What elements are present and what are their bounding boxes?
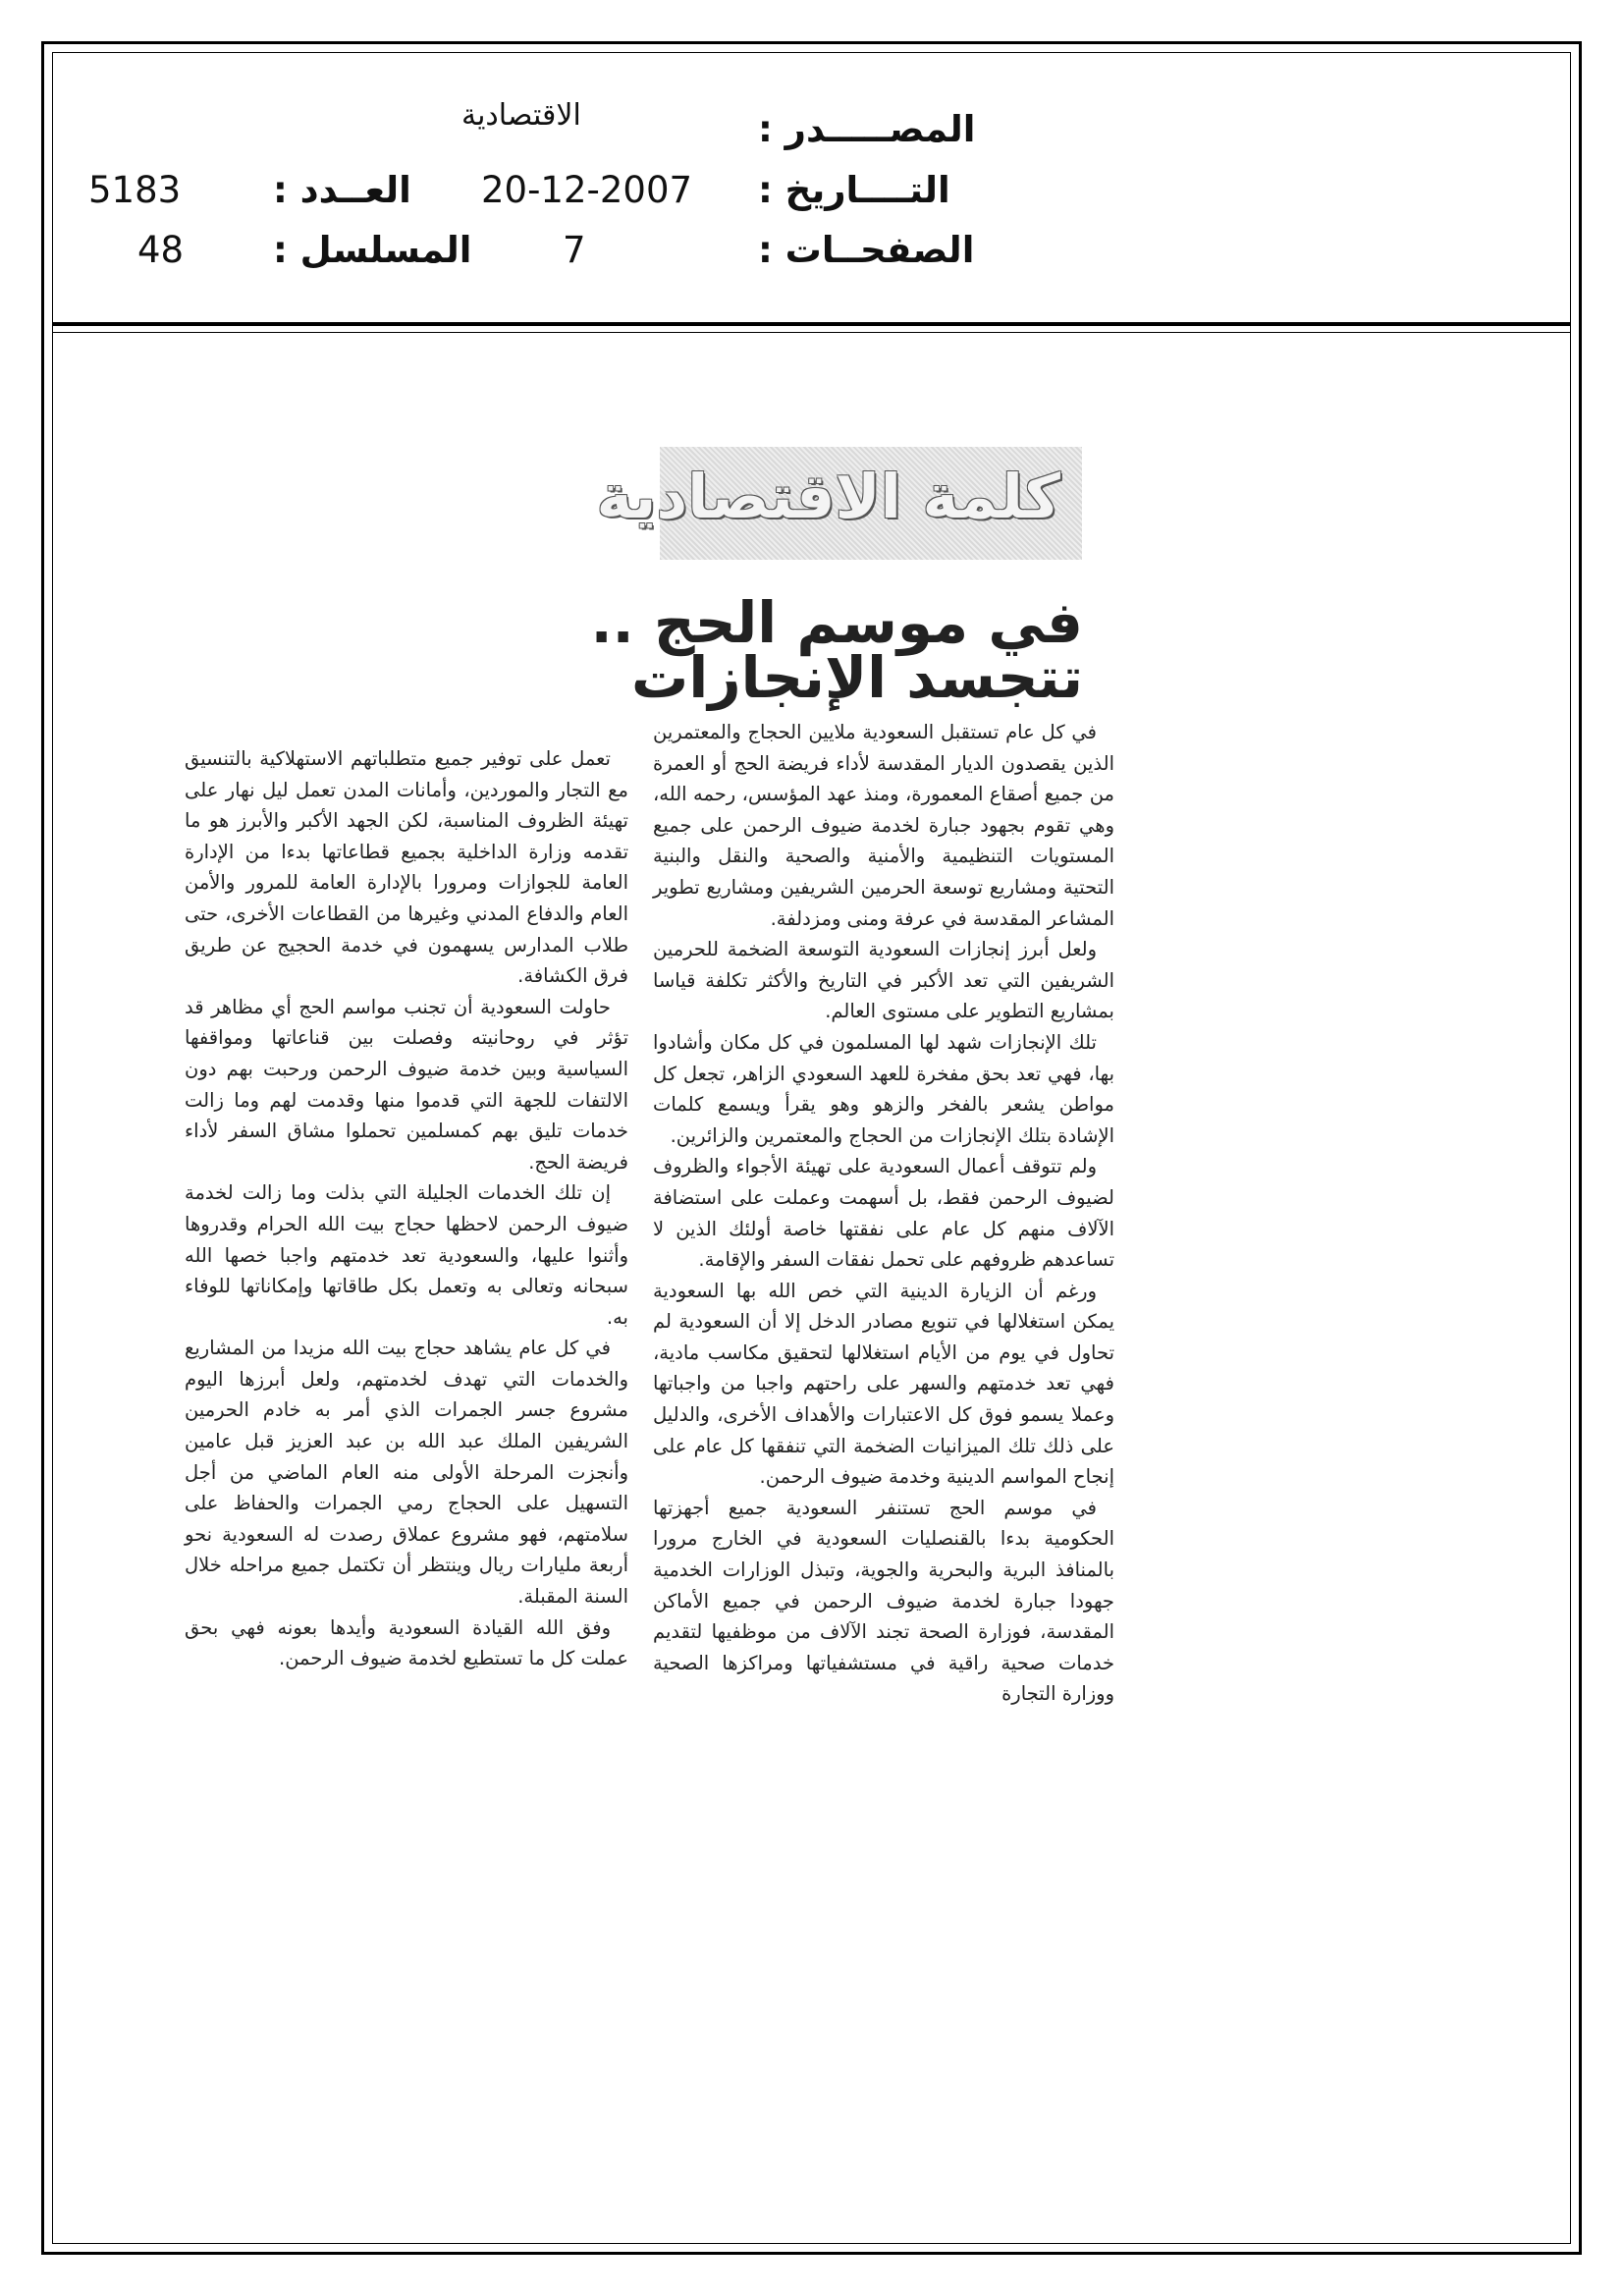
source-value: الاقتصادية bbox=[461, 98, 581, 133]
headline-line-1: في موسم الحج .. bbox=[590, 589, 1083, 656]
issue-label: العــدد : bbox=[273, 169, 411, 211]
header-divider-thin bbox=[53, 332, 1570, 333]
paragraph: تعمل على توفير جميع متطلباتهم الاستهلاكية بالتنسيق مع التجار والموردين، وأمانات المدن تعمل ليل نهار على تهيئة الظروف المناسبة، لكن الجهد الأكبر والأبرز هو ما تقدمه وزارة الداخلية بجميع قطاعاتها بدءا من الإدارة العامة للجوازات ومرورا بالإدارة العامة للمرور والأمن العام والدفاع المدني وغيرها من القطاعات الأخرى، حتى طلاب المدارس يسهمون في خدمة الحجيج عن طريق فرق الكشافة. bbox=[185, 747, 628, 988]
paragraph: ولم تتوقف أعمال السعودية على تهيئة الأجواء والظروف لضيوف الرحمن فقط، بل أسهمت وعملت على استضافة الآلاف منهم كل عام على نفقتها خاصة أولئك الذين لا تساعدهم ظروفهم على تحمل نفقات السفر والإقامة. bbox=[653, 1155, 1114, 1272]
paragraph: تلك الإنجازات شهد لها المسلمون في كل مكان وأشادوا بها، فهي تعد بحق مفخرة للعهد السعودي الزاهر، تجعل كل مواطن يشعر بالفخر والزهو وهو يقرأ ويسمع كلمات الإشادة بتلك الإنجازات من الحجاج والمعتمرين والزائرين. bbox=[653, 1030, 1114, 1147]
article-column-right bbox=[653, 717, 1114, 1710]
paragraph: في كل عام يشاهد حجاج بيت الله مزيدا من المشاريع والخدمات التي تهدف لخدمتهم، ولعل أبرزها اليوم مشروع جسر الجمرات الذي أمر به خادم الحرمين الشريفين الملك عبد الله بن عبد العزيز قبل عامين وأنجزت المرحلة الأولى منه العام الماضي من أجل التسهيل على الحجاج رمي الجمرات والحفاظ على سلامتهم، فهو مشروع عملاق رصدت له السعودية نحو أربعة مليارات ريال وينتظر أن تكتمل جميع مراحله خلال السنة المقبلة. bbox=[185, 1337, 628, 1609]
pages-label: الصفحــات : bbox=[758, 229, 975, 271]
header-divider bbox=[53, 322, 1570, 326]
date-label: التــــاريخ : bbox=[758, 169, 950, 211]
masthead-title: كلمة الاقتصادية bbox=[596, 461, 1060, 532]
paragraph: وفق الله القيادة السعودية وأيدها بعونه فهي بحق عملت كل ما تستطيع لخدمة ضيوف الرحمن. bbox=[185, 1615, 628, 1670]
paragraph: ورغم أن الزيارة الدينية التي خص الله بها السعودية يمكن استغلالها في تنويع مصادر الدخل إلا أن السعودية لم تحاول في يوم من الأيام استغلالها لتحقيق مكاسب مادية، فهي تعد خدمتهم والسهر على راحتهم واجبا من واجباتها وعملا يسمو فوق كل الاعتبارات والأهداف الأخرى، والدليل على ذلك تلك الميزانيات الضخمة التي تنفقها كل عام على إنجاح المواسم الدينية وخدمة ضيوف الرحمن. bbox=[653, 1279, 1114, 1489]
serial-label: المسلسل : bbox=[273, 229, 472, 271]
serial-value: 48 bbox=[137, 229, 185, 271]
source-label: المصـــــدر : bbox=[758, 108, 976, 150]
issue-value: 5183 bbox=[88, 169, 182, 211]
pages-value: 7 bbox=[563, 229, 586, 271]
date-value: 20-12-2007 bbox=[481, 169, 693, 211]
paragraph: ولعل أبرز إنجازات السعودية التوسعة الضخمة للحرمين الشريفين التي تعد الأكبر في التاريخ والأكثر تكلفة قياسا بمشاريع التطوير على مستوى العالم. bbox=[653, 938, 1114, 1023]
column-masthead bbox=[596, 447, 1082, 560]
paragraph: في موسم الحج تستنفر السعودية جميع أجهزتها الحكومية بدءا بالقنصليات السعودية في الخارج مرورا بالمنافذ البرية والبحرية والجوية، وتبذل الوزارات الخدمية جهودا جبارة لخدمة ضيوف الرحمن في جميع الأماكن المقدسة، فوزارة الصحة تجند الآلاف من موظفيها لتقديم خدمات صحية راقية في مستشفياتها ومراكزها الصحية ووزارة التجارة bbox=[653, 1496, 1114, 1706]
paragraph: في كل عام تستقبل السعودية ملايين الحجاج والمعتمرين الذين يقصدون الديار المقدسة لأداء فريضة الحج أو العمرة من جميع أصقاع المعمورة، ومنذ عهد المؤسس، رحمه الله، وهي تقوم بجهود جبارة لخدمة ضيوف الرحمن على جميع المستويات التنظيمية والأمنية والصحية والنقل والبنية التحتية ومشاريع توسعة الحرمين الشريفين ومشاريع تطوير المشاعر المقدسة في عرفة ومنى ومزدلفة. bbox=[653, 721, 1114, 930]
paragraph: إن تلك الخدمات الجليلة التي بذلت وما زالت لخدمة ضيوف الرحمن لاحظها حجاج بيت الله الحرام وقدروها وأثنوا عليها، والسعودية تعد خدمتهم واجبا خصها الله سبحانه وتعالى به وتعمل بكل طاقاتها وإمكاناتها للوفاء به. bbox=[185, 1181, 628, 1329]
paragraph: حاولت السعودية أن تجنب مواسم الحج أي مظاهر قد تؤثر في روحانيته وفصلت بين قناعاتها ومواقفها السياسية وبين خدمة ضيوف الرحمن ورحبت بهم دون الالتفات للجهة التي قدموا منها وقدمت لهم وما زالت خدمات تليق بهم كمسلمين تحملوا مشاق السفر لأداء فريضة الحج. bbox=[185, 995, 628, 1174]
article-column-left bbox=[185, 743, 628, 1674]
headline-line-2: تتجسد الإنجازات bbox=[631, 644, 1083, 711]
